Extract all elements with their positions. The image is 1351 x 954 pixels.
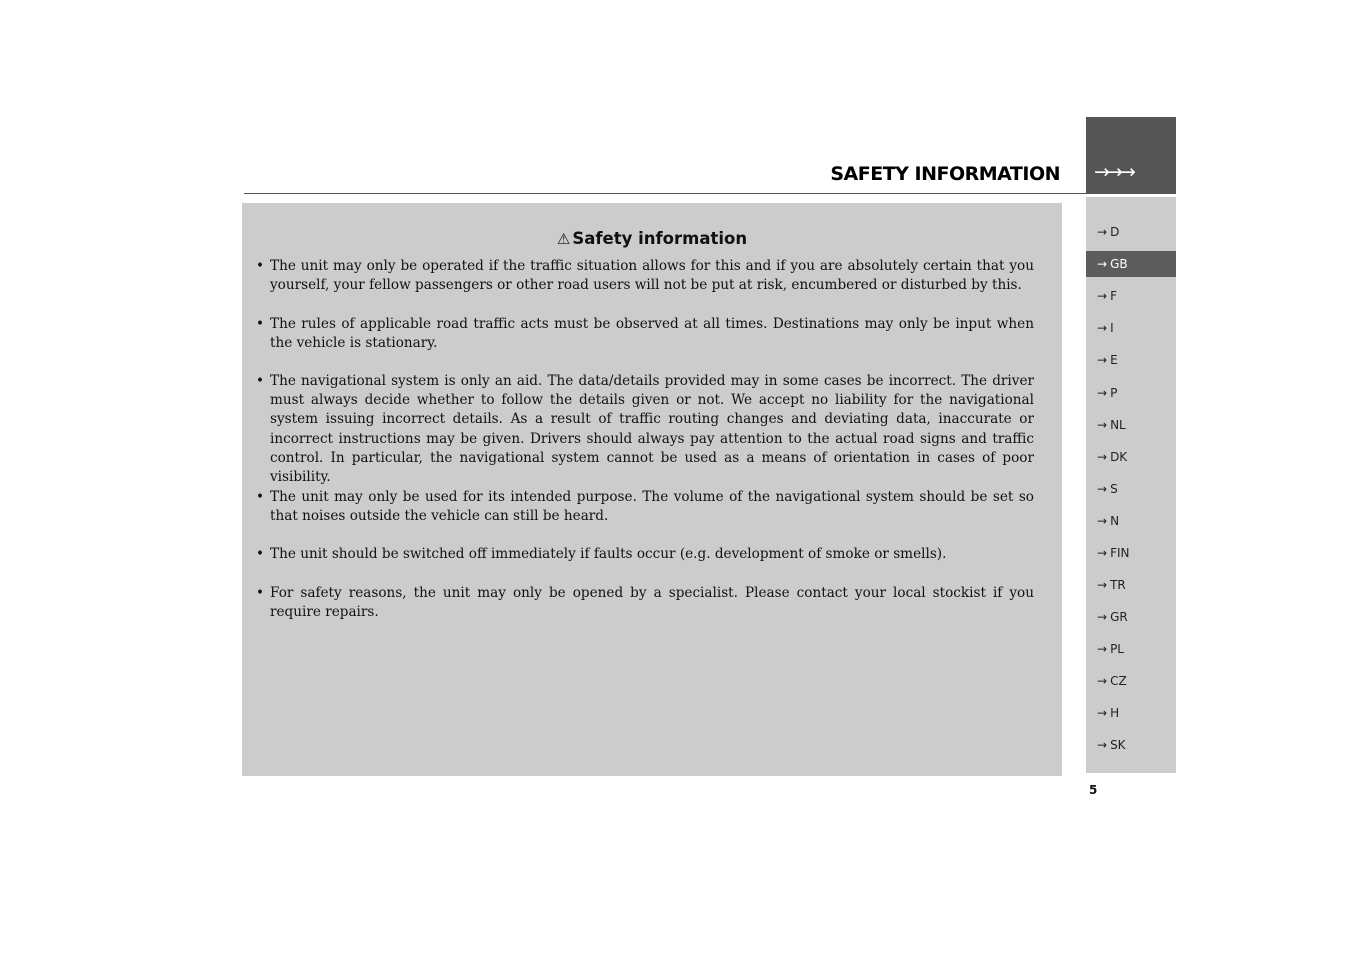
nav-item-label: GR [1110,610,1128,624]
list-item-text: The unit may only be operated if the traffic situation allows for this and if you are absolutely certain that you yourself, your fellow passengers or other road users will not be put at risk, encumbered or disturbed by this. [270,258,1034,294]
nav-item-label: SK [1110,738,1126,752]
nav-item-e[interactable] [1086,347,1176,373]
list-item-text: The navigational system is only an aid. The data/details provided may in some cases be incorrect. The driver must always decide whether to follow the details given or not. We accept no liability for the navigational system issuing incorrect details. As a result of traffic routing changes and deviating data, inaccurate or incorrect instructions may be given. Drivers should always pay attention to the actual road signs and traffic control. In particular, the navigational system cannot be used as a means of orientation in cases of poor visibility. [270,373,1034,486]
nav-item-pl[interactable] [1086,636,1176,662]
arrow-right-icon: → [1097,353,1108,367]
nav-item-label: E [1110,353,1118,367]
nav-item-sk[interactable] [1086,732,1176,758]
nav-item-label: I [1110,321,1114,335]
header-divider [244,193,1086,194]
arrow-right-icon: → [1097,674,1108,688]
nav-item-label: PL [1110,642,1124,656]
nav-item-label: D [1110,225,1120,239]
arrow-right-icon: → [1097,257,1108,271]
arrows-icon: →→→ [1094,161,1133,183]
list-item [256,545,1034,564]
safety-info-panel [242,203,1062,776]
list-item-text: The rules of applicable road traffic acts must be observed at all times. Destinations may only be input when the vehicle is stationary. [270,316,1034,352]
list-item [256,584,1034,622]
panel-heading-text: Safety information [572,229,748,248]
arrow-right-icon: → [1097,386,1108,400]
nav-item-fin[interactable] [1086,540,1176,566]
bullet-icon: • [256,373,265,389]
arrow-right-icon: → [1097,321,1108,335]
nav-item-label: N [1110,514,1120,528]
nav-item-dk[interactable] [1086,444,1176,470]
arrow-right-icon: → [1097,546,1108,560]
section-title: SAFETY INFORMATION [830,163,1060,185]
nav-item-p[interactable] [1086,380,1176,406]
arrow-right-icon: → [1097,482,1108,496]
nav-item-i[interactable] [1086,315,1176,341]
arrow-right-icon: → [1097,514,1108,528]
nav-item-label: F [1110,289,1117,303]
nav-item-gb[interactable] [1086,251,1176,277]
nav-item-label: H [1110,706,1120,720]
list-item-text: The unit should be switched off immediately if faults occur (e.g. development of smoke or smells). [270,546,947,562]
nav-item-label: TR [1110,578,1126,592]
bullet-icon: • [256,585,265,601]
nav-item-label: FIN [1110,546,1130,560]
list-item [256,315,1034,353]
arrow-right-icon: → [1097,738,1108,752]
nav-item-nl[interactable] [1086,412,1176,438]
nav-item-cz[interactable] [1086,668,1176,694]
nav-item-n[interactable] [1086,508,1176,534]
nav-item-f[interactable] [1086,283,1176,309]
arrow-right-icon: → [1097,289,1108,303]
nav-item-d[interactable] [1086,219,1176,245]
nav-item-s[interactable] [1086,476,1176,502]
panel-heading [242,229,1062,248]
bullet-icon: • [256,489,265,505]
nav-item-h[interactable] [1086,700,1176,726]
nav-item-label: NL [1110,418,1126,432]
bullet-icon: • [256,546,265,562]
list-item [256,488,1034,526]
list-item-text: For safety reasons, the unit may only be opened by a specialist. Please contact your local stockist if you require repairs. [270,585,1034,621]
nav-item-label: CZ [1110,674,1127,688]
arrow-right-icon: → [1097,450,1108,464]
warning-icon: ⚠ [556,230,571,248]
nav-item-label: GB [1110,257,1128,271]
arrow-right-icon: → [1097,642,1108,656]
arrow-right-icon: → [1097,706,1108,720]
list-item-text: The unit may only be used for its intended purpose. The volume of the navigational system should be set so that noises outside the vehicle can still be heard. [270,489,1034,525]
list-item [256,257,1034,295]
arrow-right-icon: → [1097,418,1108,432]
nav-item-gr[interactable] [1086,604,1176,630]
language-nav [1086,197,1176,773]
nav-item-label: DK [1110,450,1128,464]
arrow-right-icon: → [1097,610,1108,624]
bullet-icon: • [256,316,265,332]
arrow-right-icon: → [1097,578,1108,592]
list-item [256,372,1034,487]
page-number: 5 [1089,783,1098,797]
nav-item-label: S [1110,482,1118,496]
nav-item-tr[interactable] [1086,572,1176,598]
nav-item-label: P [1110,386,1118,400]
bullet-icon: • [256,258,265,274]
header-tab [1086,117,1176,194]
arrow-right-icon: → [1097,225,1108,239]
